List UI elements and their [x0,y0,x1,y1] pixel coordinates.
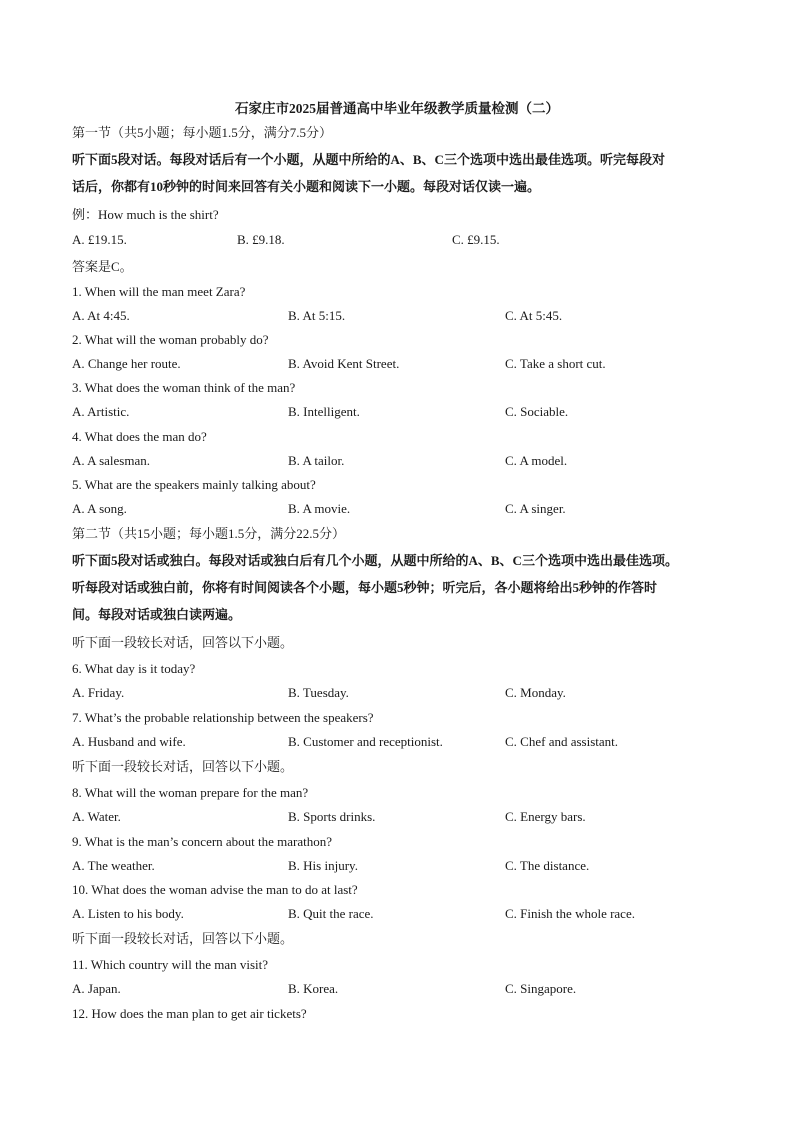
question-8-option-b: B. Sports drinks. [288,809,376,824]
question-12: 12. How does the man plan to get air tickets? [72,1006,307,1021]
section2-instructions-line1: 听下面5段对话或独白。每段对话或独白后有几个小题，从题中所给的A、B、C三个选项中选出最佳选项。 [72,553,678,568]
question-2-option-a: A. Change her route. [72,356,181,371]
question-7-option-b: B. Customer and receptionist. [288,734,443,749]
question-7-option-a: A. Husband and wife. [72,734,186,749]
question-8: 8. What will the woman prepare for the man? [72,785,309,800]
question-10: 10. What does the woman advise the man to do at last? [72,882,358,897]
question-5-option-c: C. A singer. [505,501,566,516]
dialogue-prompt-2: 听下面一段较长对话，回答以下小题。 [72,759,294,774]
dialogue-prompt-3: 听下面一段较长对话，回答以下小题。 [72,931,294,946]
section1-instructions-line1: 听下面5段对话。每段对话后有一个小题，从题中所给的A、B、C三个选项中选出最佳选项。听完每段对 [72,152,665,167]
section2-heading: 第二节（共15小题；每小题1.5分，满分22.5分） [72,526,346,541]
section2-instructions-line2: 听每段对话或独白前，你将有时间阅读各个小题，每小题5秒钟；听完后，各小题将给出5秒钟的作答时 [72,580,658,595]
question-6-option-a: A. Friday. [72,685,125,700]
question-1-option-b: B. At 5:15. [288,308,346,323]
question-3: 3. What does the woman think of the man? [72,380,296,395]
question-11-option-a: A. Japan. [72,981,121,996]
question-11: 11. Which country will the man visit? [72,957,269,972]
question-10-option-c: C. Finish the whole race. [505,906,635,921]
question-10-option-a: A. Listen to his body. [72,906,184,921]
question-2-option-c: C. Take a short cut. [505,356,606,371]
question-11-option-c: C. Singapore. [505,981,577,996]
question-2: 2. What will the woman probably do? [72,332,269,347]
question-5: 5. What are the speakers mainly talking about? [72,477,316,492]
question-7: 7. What’s the probable relationship between the speakers? [72,710,374,725]
question-9-option-a: A. The weather. [72,858,155,873]
question-4-option-b: B. A tailor. [288,453,345,468]
section2-instructions-line3: 间。每段对话或独白读两遍。 [72,607,242,622]
example-question: 例：How much is the shirt? [72,207,219,222]
question-1-option-a: A. At 4:45. [72,308,130,323]
question-1: 1. When will the man meet Zara? [72,284,246,299]
question-6: 6. What day is it today? [72,661,196,676]
question-6-option-c: C. Monday. [505,685,566,700]
example-option-c: C. £9.15. [452,232,500,247]
page-title: 石家庄市2025届普通高中毕业年级教学质量检测（二） [235,101,559,116]
question-3-option-a: A. Artistic. [72,404,130,419]
question-4: 4. What does the man do? [72,429,207,444]
question-8-option-a: A. Water. [72,809,121,824]
question-9-option-c: C. The distance. [505,858,590,873]
question-9-option-b: B. His injury. [288,858,358,873]
section1-heading: 第一节（共5小题；每小题1.5分，满分7.5分） [72,125,333,140]
question-9: 9. What is the man’s concern about the marathon? [72,834,333,849]
question-2-option-b: B. Avoid Kent Street. [288,356,400,371]
section1-instructions-line2: 话后，你都有10秒钟的时间来回答有关小题和阅读下一小题。每段对话仅读一遍。 [72,179,541,194]
question-11-option-b: B. Korea. [288,981,339,996]
question-8-option-c: C. Energy bars. [505,809,586,824]
example-option-b: B. £9.18. [237,232,285,247]
question-4-option-a: A. A salesman. [72,453,150,468]
example-option-a: A. £19.15. [72,232,127,247]
example-answer: 答案是C。 [72,259,133,274]
question-5-option-a: A. A song. [72,501,127,516]
dialogue-prompt-1: 听下面一段较长对话，回答以下小题。 [72,635,294,650]
question-3-option-c: C. Sociable. [505,404,569,419]
question-6-option-b: B. Tuesday. [288,685,349,700]
question-7-option-c: C. Chef and assistant. [505,734,619,749]
question-10-option-b: B. Quit the race. [288,906,374,921]
question-1-option-c: C. At 5:45. [505,308,563,323]
question-5-option-b: B. A movie. [288,501,351,516]
question-4-option-c: C. A model. [505,453,568,468]
question-3-option-b: B. Intelligent. [288,404,360,419]
